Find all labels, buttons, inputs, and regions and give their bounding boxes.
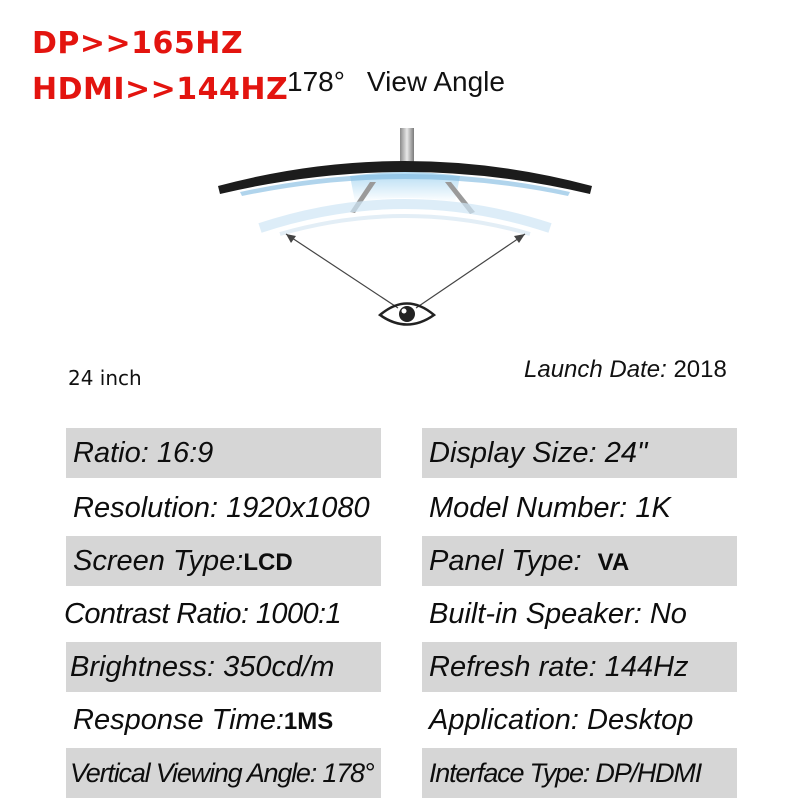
spec-contrast-ratio — [62, 589, 377, 639]
curved-monitor-illustration — [200, 110, 600, 335]
spec-key: Built-in Speaker: — [429, 598, 642, 630]
view-angle-label: View Angle — [366, 66, 505, 97]
spec-ratio — [66, 428, 381, 478]
spec-key: Contrast Ratio: — [64, 598, 249, 630]
spec-response-time — [66, 695, 381, 745]
spec-value: LCD — [243, 549, 293, 576]
spec-value: VA — [597, 549, 630, 576]
launch-date — [524, 356, 727, 384]
view-arrow-right — [514, 234, 525, 243]
spec-value: 144Hz — [604, 651, 689, 683]
spec-key: Interface Type: — [429, 758, 590, 788]
spec-screen-type — [66, 536, 381, 586]
spec-model-number — [422, 483, 737, 533]
spec-key: Model Number: — [429, 492, 628, 524]
spec-key: Screen Type: — [73, 545, 244, 577]
spec-panel-type — [422, 536, 737, 586]
spec-vertical-viewing-angle — [66, 748, 381, 798]
view-arc-inner — [280, 216, 530, 234]
spec-key: Application: — [429, 704, 579, 736]
spec-value: 178° — [322, 758, 374, 788]
display-size-caption: 24 inch — [68, 366, 142, 390]
promo-dp-refresh: DP>>165HZ — [32, 26, 244, 61]
spec-brightness — [66, 642, 381, 692]
spec-value: 350cd/m — [223, 651, 335, 683]
spec-key: Refresh rate: — [429, 651, 597, 683]
launch-date-value: 2018 — [673, 356, 727, 383]
eye-icon — [380, 304, 434, 325]
spec-value: DP/HDMI — [595, 758, 702, 788]
view-line-left — [286, 234, 398, 308]
spec-value: 1K — [635, 492, 671, 524]
spec-key: Panel Type: — [429, 545, 582, 577]
spec-key: Display Size: — [429, 437, 597, 469]
spec-display-size — [422, 428, 737, 478]
spec-key: Vertical Viewing Angle: — [70, 758, 317, 788]
spec-value: 1MS — [283, 708, 334, 735]
view-line-right — [416, 234, 525, 308]
view-arrow-left — [286, 234, 296, 243]
launch-date-key: Launch Date: — [524, 356, 667, 383]
spec-refresh-rate — [422, 642, 737, 692]
view-angle-heading — [287, 66, 505, 98]
spec-application — [422, 695, 737, 745]
spec-key: Brightness: — [70, 651, 216, 683]
spec-resolution — [66, 483, 381, 533]
spec-interface-type — [422, 748, 737, 798]
view-angle-value: 178° — [287, 66, 345, 97]
spec-value: 24" — [604, 437, 648, 469]
spec-value: No — [649, 598, 687, 630]
spec-key: Ratio: — [73, 437, 149, 469]
spec-value: 16:9 — [156, 437, 214, 469]
promo-hdmi-refresh: HDMI>>144HZ — [32, 72, 289, 107]
spec-value: 1000:1 — [255, 598, 341, 630]
spec-value: 1920x1080 — [226, 492, 370, 524]
spec-key: Resolution: — [73, 492, 219, 524]
spec-key: Response Time: — [73, 704, 284, 736]
spec-built-in-speaker — [422, 589, 737, 639]
spec-value: Desktop — [587, 704, 694, 736]
